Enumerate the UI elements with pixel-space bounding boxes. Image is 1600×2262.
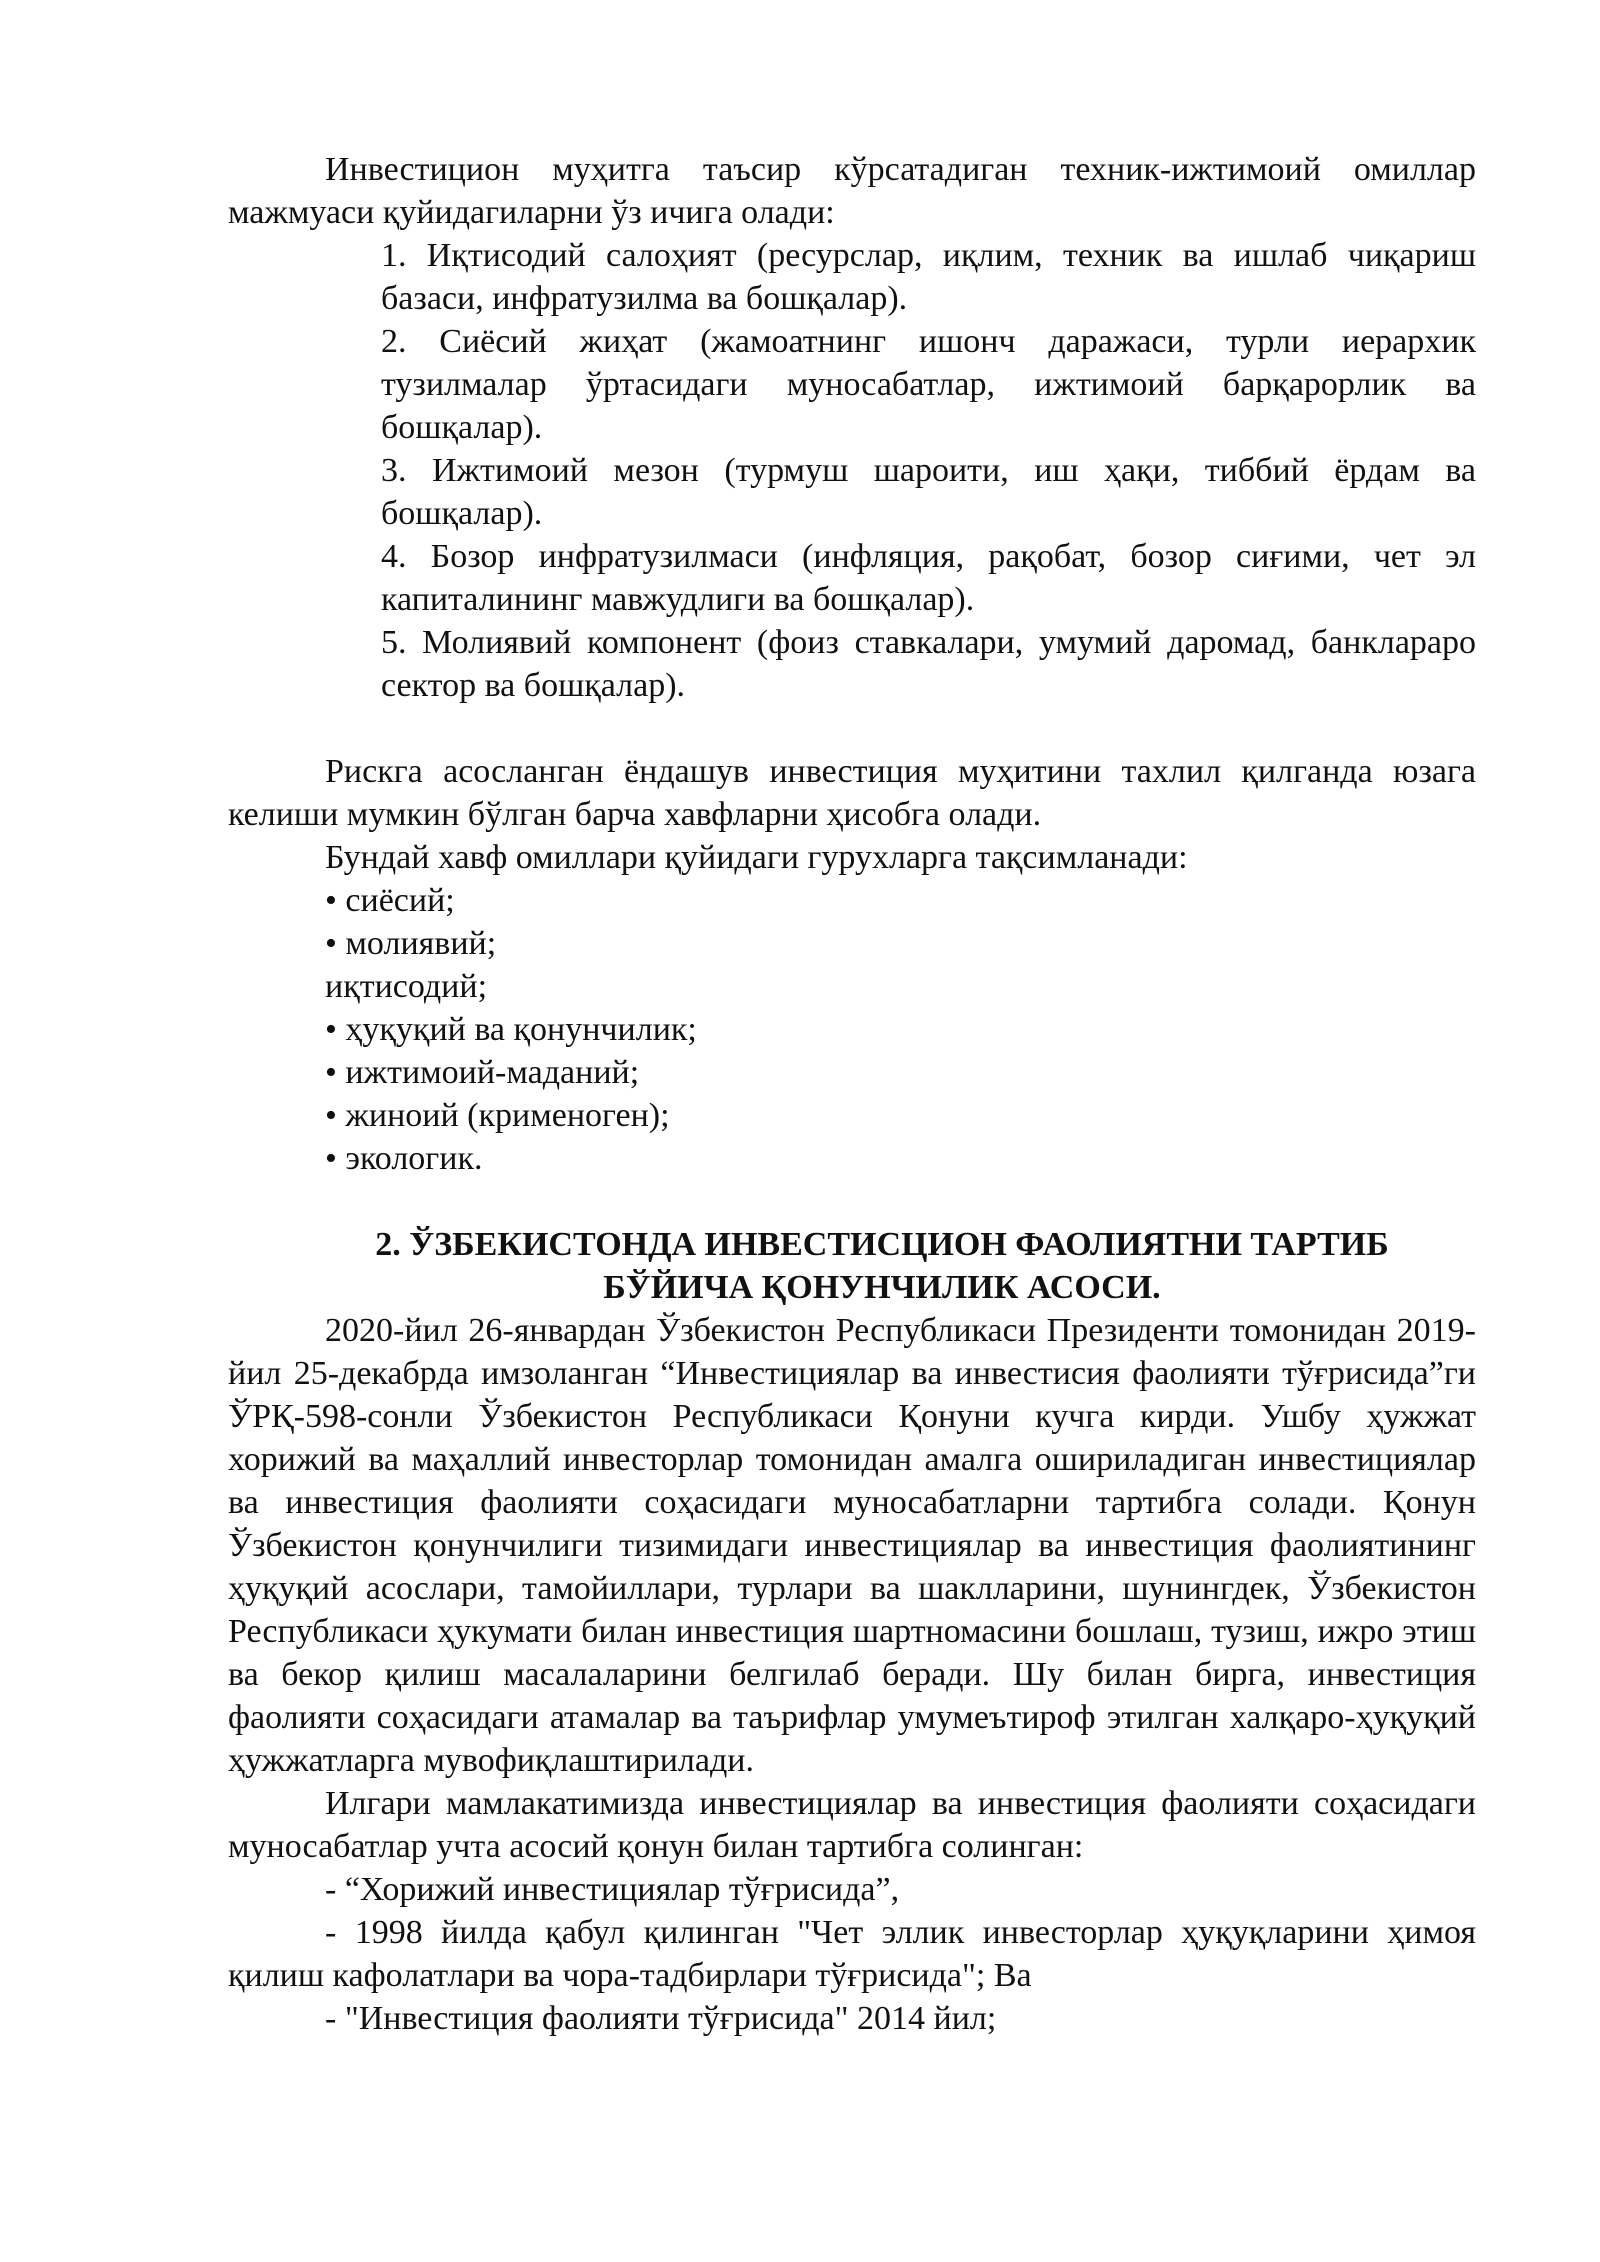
section-heading-line: БЎЙИЧА ҚОНУНЧИЛИК АСОСИ.: [603, 1269, 1161, 1306]
risk-groups-intro: Бундай хавф омиллари қуйидаги гурухларга тақсимланади:: [325, 839, 1188, 876]
factor-item: 2. Сиёсий жиҳат (жамоатнинг ишонч даражаси, турли иерархик тузилмалар ўртасидаги муносабатлар, ижтимоий барқарорлик ва бошқалар).: [381, 323, 1476, 446]
risk-group-item: • ҳуқуқий ва қонунчилик;: [325, 1011, 697, 1048]
spacer: [228, 1180, 1476, 1223]
section-heading-line: 2. ЎЗБЕКИСТОНДА ИНВЕСТИСЦИОН ФАОЛИЯТНИ ТАРТИБ: [375, 1226, 1389, 1263]
factor-item: 3. Ижтимоий мезон (турмуш шароити, иш ҳақи, тиббий ёрдам ва бошқалар).: [381, 452, 1476, 532]
laws-list: [228, 1868, 1476, 2040]
law-paragraph: 2020-йил 26-январдан Ўзбекистон Республикаси Президенти томонидан 2019-йил 25-декабрда имзоланган “Инвестициялар ва инвестисия фаолияти тўғрисида”ги ЎРҚ-598-сонли Ўзбекистон Республикаси Қонуни кучга кирди. Ушбу ҳужжат хорижий ва маҳаллий инвесторлар томонидан амалга ошириладиган инвестициялар ва инвестиция фаолияти соҳасидаги муносабатларни тартибга солади. Қонун Ўзбекистон қонунчилиги тизимидаги инвестициялар ва инвестиция фаолиятининг ҳуқуқий асослари, тамойиллари, турлари ва шаклларини, шунингдек, Ўзбекистон Республикаси ҳукумати билан инвестиция шартномасини бошлаш, тузиш, ижро этиш ва бекор қилиш масалаларини белгилаб беради. Шу билан бирга, инвестиция фаолияти соҳасидаги атамалар ва таърифлар умумеътироф этилган халқаро-ҳуқуқий ҳужжатларга мувофиқлаштирилади.: [228, 1312, 1476, 1779]
document-page: [228, 148, 1476, 2040]
risk-group-item: • молиявий;: [325, 925, 497, 962]
law-item: - 1998 йилда қабул қилинган "Чет эллик инвесторлар ҳуқуқларини ҳимоя қилиш кафолатлари ва чора-тадбирлари тўғрисида"; Ва: [228, 1914, 1476, 1994]
previous-laws-paragraph: Илгари мамлакатимизда инвестициялар ва инвестиция фаолияти соҳасидаги муносабатлар учта асосий қонун билан тартибга солинган:: [228, 1785, 1476, 1865]
factors-list: [381, 234, 1476, 707]
law-item: - "Инвестиция фаолияти тўғрисида" 2014 йил;: [325, 2000, 997, 2037]
risk-group-item: • жиноий (крименоген);: [325, 1097, 670, 1134]
risk-group-item: • экологик.: [325, 1140, 483, 1177]
intro-paragraph: Инвестицион муҳитга таъсир кўрсатадиган техник-ижтимоий омиллар мажмуаси қуйидагиларни ўз ичига олади:: [228, 151, 1476, 231]
risk-group-item: иқтисодий;: [325, 968, 488, 1005]
risk-paragraph: Рискга асосланган ёндашув инвестиция муҳитини тахлил қилганда юзага келиши мумкин бўлган барча хавфларни ҳисобга олади.: [228, 753, 1476, 833]
risk-group-item: • сиёсий;: [325, 882, 455, 919]
risk-group-item: • ижтимоий-маданий;: [325, 1054, 640, 1091]
risk-groups-list: [325, 836, 1476, 1180]
spacer: [228, 707, 1476, 750]
section-heading: [228, 1223, 1476, 1309]
law-item: - “Хорижий инвестициялар тўғрисида”,: [325, 1871, 900, 1908]
factor-item: 4. Бозор инфратузилмаси (инфляция, рақобат, бозор сиғими, чет эл капиталининг мавжудлиги ва бошқалар).: [381, 538, 1476, 618]
factor-item: 5. Молиявий компонент (фоиз ставкалари, умумий даромад, банклараро сектор ва бошқалар).: [381, 624, 1476, 704]
factor-item: 1. Иқтисодий салоҳият (ресурслар, иқлим, техник ва ишлаб чиқариш базаси, инфратузилма ва бошқалар).: [381, 237, 1476, 317]
